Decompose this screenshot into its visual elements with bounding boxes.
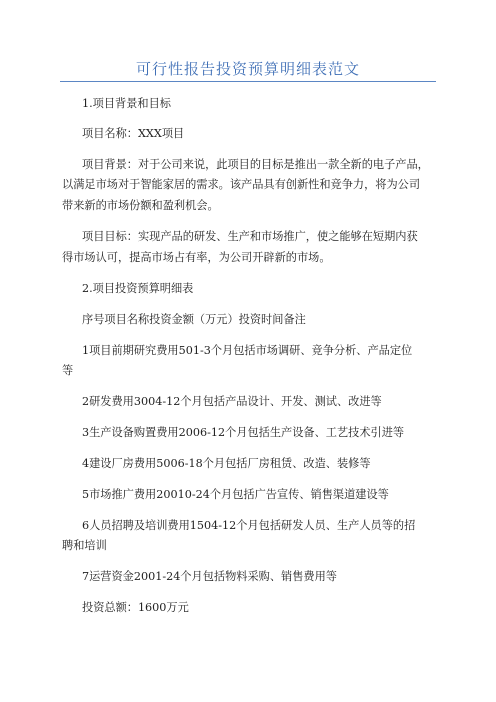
budget-item-5: 5市场推广费用20010-24个月包括广告宣传、销售渠道建设等 xyxy=(82,488,389,501)
budget-item-1-line-1: 1项目前期研究费用501-3个月包括市场调研、竞争分析、产品定位 xyxy=(82,344,413,357)
project-background-line-3: 带来新的市场份额和盈利机会。 xyxy=(62,199,219,212)
budget-item-4: 4建设厂房费用5006-18个月包括厂房租赁、改造、装修等 xyxy=(82,457,371,470)
total-investment: 投资总额：1600万元 xyxy=(82,601,189,614)
project-background-line-2: 以满足市场对于智能家居的需求。该产品具有创新性和竞争力，将为公司 xyxy=(62,178,421,191)
budget-item-2: 2研发费用3004-12个月包括产品设计、开发、测试、改进等 xyxy=(82,395,382,408)
document-title: 可行性报告投资预算明细表范文 xyxy=(135,60,360,78)
section-heading-2: 2.项目投资预算明细表 xyxy=(82,282,194,295)
title-underline xyxy=(60,81,436,82)
budget-item-7: 7运营资金2001-24个月包括物料采购、销售费用等 xyxy=(82,570,337,583)
budget-item-6-line-1: 6人员招聘及培训费用1504-12个月包括研发人员、生产人员等的招 xyxy=(82,519,416,532)
budget-item-6-line-2: 聘和培训 xyxy=(62,539,107,552)
project-goal-line-2: 得市场认可，提高市场占有率，为公司开辟新的市场。 xyxy=(62,251,331,264)
budget-item-1-line-2: 等 xyxy=(62,364,74,377)
project-name: 项目名称：XXX项目 xyxy=(82,127,185,140)
section-heading-1: 1.项目背景和目标 xyxy=(82,97,171,110)
project-goal-line-1: 项目目标：实现产品的研发、生产和市场推广，使之能够在短期内获 xyxy=(82,230,418,243)
project-background-line-1: 项目背景：对于公司来说，此项目的目标是推出一款全新的电子产品， xyxy=(82,158,429,171)
table-header-row: 序号项目名称投资金额（万元）投资时间备注 xyxy=(82,313,306,326)
budget-item-3: 3生产设备购置费用2006-12个月包括生产设备、工艺技术引进等 xyxy=(82,426,405,439)
